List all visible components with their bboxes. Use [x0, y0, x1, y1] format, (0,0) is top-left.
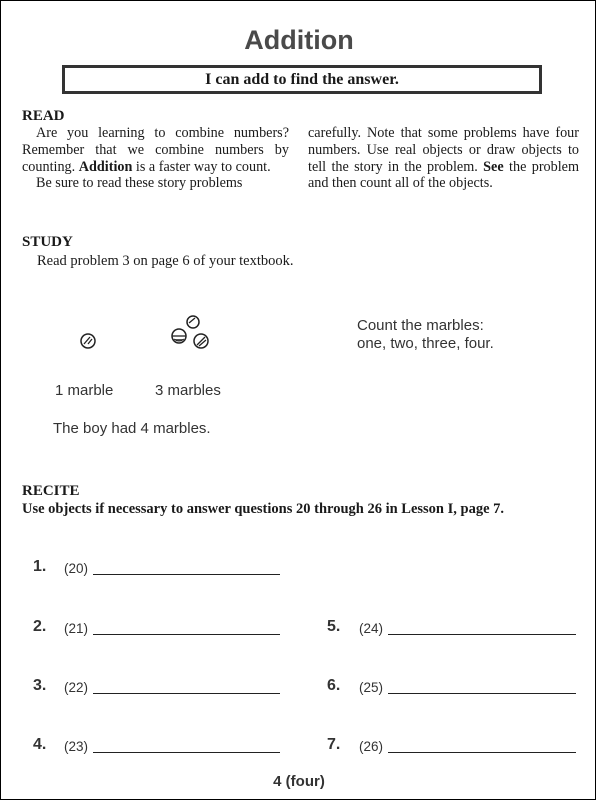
marbles-illustration — [71, 313, 231, 358]
answer-line-3[interactable] — [93, 693, 280, 694]
recite-heading: RECITE — [22, 483, 80, 499]
read-text: Are you learning to combine numbers? Remember that we combine numbers by counting. — [22, 125, 289, 175]
question-number: 2. — [33, 618, 47, 635]
study-instruction: Read problem 3 on page 6 of your textbook. — [37, 253, 294, 269]
page-footer: 4 (four) — [273, 773, 325, 790]
answer-line-2[interactable] — [93, 634, 280, 635]
marble-icon — [194, 334, 208, 348]
read-column-left — [22, 125, 289, 192]
objective-box: I can add to find the answer. — [62, 65, 542, 94]
question-number: 7. — [327, 736, 341, 753]
read-text-end: is a faster way to count. — [135, 158, 271, 175]
read-paragraph-1 — [22, 125, 289, 175]
question-number: 4. — [33, 736, 47, 753]
study-heading: STUDY — [22, 234, 73, 250]
read-bold-term: Addition — [78, 158, 133, 175]
question-reference: (22) — [64, 680, 89, 695]
count-text-line-1: Count the marbles: — [357, 317, 484, 334]
answer-line-7[interactable] — [388, 752, 576, 753]
answer-line-4[interactable] — [93, 752, 280, 753]
read-text-end: the problem and then count all of the objects. — [308, 158, 579, 192]
read-paragraph-3 — [308, 125, 579, 192]
marble-icon — [81, 334, 95, 348]
read-paragraph-2: Be sure to read these story problems — [36, 175, 243, 192]
marble-icon — [172, 329, 186, 343]
answer-line-6[interactable] — [388, 693, 576, 694]
question-reference: (24) — [359, 621, 384, 636]
question-reference: (25) — [359, 680, 384, 695]
answer-line-5[interactable] — [388, 634, 576, 635]
recite-instruction: Use objects if necessary to answer questions 20 through 26 in Lesson I, page 7. — [22, 501, 505, 517]
label-three-marbles: 3 marbles — [155, 382, 221, 399]
count-text-line-2: one, two, three, four. — [357, 335, 494, 352]
read-bold-term: See — [483, 158, 504, 175]
question-reference: (26) — [359, 739, 384, 754]
question-reference: (20) — [64, 561, 89, 576]
read-column-right — [308, 125, 579, 192]
marble-icon — [187, 316, 199, 328]
question-reference: (21) — [64, 621, 89, 636]
question-reference: (23) — [64, 739, 89, 754]
label-one-marble: 1 marble — [55, 382, 114, 399]
page-title: Addition — [244, 25, 354, 55]
study-summary: The boy had 4 marbles. — [53, 420, 211, 437]
read-text: carefully. Note that some problems have four numbers. Use real objects or draw objects to tell the story in the problem. — [308, 125, 579, 175]
answer-line-1[interactable] — [93, 574, 280, 575]
question-number: 6. — [327, 677, 341, 694]
question-number: 3. — [33, 677, 47, 694]
read-heading: READ — [22, 108, 65, 124]
question-number: 5. — [327, 618, 341, 635]
question-number: 1. — [33, 558, 47, 575]
